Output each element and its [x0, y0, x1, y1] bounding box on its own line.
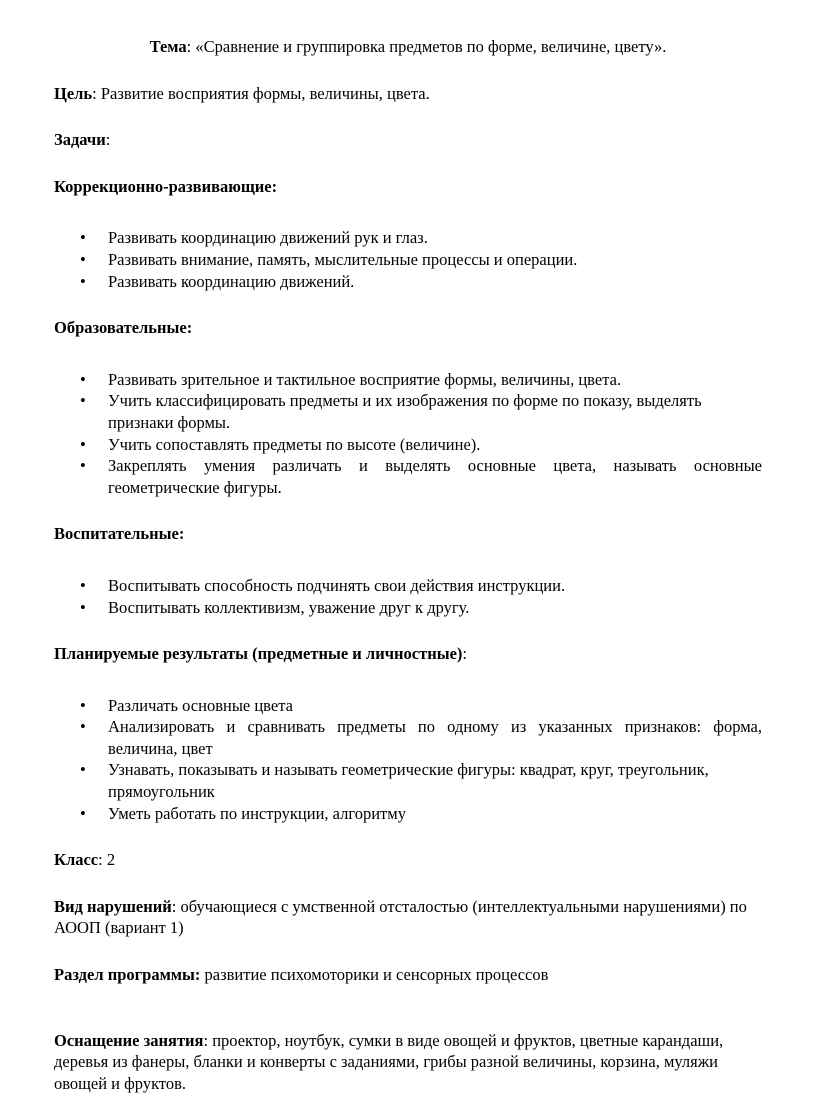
tasks-text: : [105, 130, 111, 150]
results-heading [54, 643, 762, 665]
list-item: • Учить классифицировать предметы и их изображения по форме по показу, выделять признаки формы. [54, 390, 762, 433]
disorder-label: Вид нарушений [54, 896, 172, 916]
equipment-text: : проектор, ноутбук, сумки в виде овощей и фруктов, цветные карандаши, деревья из фанеры, бланки и конверты с заданиями, грибы разной величины, корзина, муляжи овощей и фруктов. [54, 1030, 724, 1093]
section-text: развитие психомоторики и сенсорных процессов [200, 965, 549, 985]
list-item: • Развивать координацию движений рук и глаз. [54, 227, 762, 249]
equipment-line [54, 1030, 762, 1094]
grade-label: Класс [54, 850, 99, 870]
disorder-line [54, 896, 762, 939]
grade-line [54, 849, 762, 871]
list-item: • Развивать координацию движений. [54, 271, 762, 293]
grade-text: : 2 [98, 850, 116, 870]
tasks-line [54, 129, 762, 151]
list-item: • Учить сопоставлять предметы по высоте (величине). [54, 434, 762, 456]
correction-heading: Коррекционно-развивающие: [54, 176, 278, 196]
list-item: • Закреплять умения различать и выделять основные цвета, называть основные геометрические фигуры. [54, 455, 762, 498]
results-list [54, 695, 762, 825]
list-item: • Воспитывать коллективизм, уважение друг к другу. [54, 597, 762, 619]
topic-label: Тема [149, 37, 187, 56]
list-item: • Различать основные цвета [54, 695, 762, 717]
goal-label: Цель [54, 83, 93, 103]
list-item: • Воспитывать способность подчинять свои действия инструкции. [54, 575, 762, 597]
educational-list [54, 369, 762, 499]
upbringing-heading: Воспитательные: [54, 524, 185, 544]
list-item: • Развивать внимание, память, мыслительные процессы и операции. [54, 249, 762, 271]
results-text: : [462, 644, 467, 664]
list-item: • Анализировать и сравнивать предметы по одному из указанных признаков: форма, величина, цвет [54, 716, 762, 759]
section-line [54, 964, 762, 986]
goal-text: : Развитие восприятия формы, величины, цвета. [92, 83, 430, 103]
results-label: Планируемые результаты (предметные и личностные) [54, 644, 463, 664]
topic-text: : «Сравнение и группировка предметов по форме, величине, цвету». [186, 37, 667, 56]
goal-line [54, 83, 762, 105]
document-page [54, 36, 762, 1094]
list-item: • Развивать зрительное и тактильное восприятие формы, величины, цвета. [54, 369, 762, 391]
list-item: • Узнавать, показывать и называть геометрические фигуры: квадрат, круг, треугольник, прямоугольник [54, 759, 762, 802]
disorder-text: : обучающиеся с умственной отсталостью (интеллектуальными нарушениями) по АООП (вариант 1) [54, 896, 747, 938]
educational-heading: Образовательные: [54, 318, 193, 338]
list-item: • Уметь работать по инструкции, алгоритму [54, 803, 762, 825]
topic-line [54, 36, 762, 58]
correction-list [54, 227, 762, 292]
tasks-label: Задачи [54, 130, 106, 150]
section-label: Раздел программы: [54, 965, 201, 985]
upbringing-list [54, 575, 762, 618]
equipment-label: Оснащение занятия [54, 1030, 204, 1050]
